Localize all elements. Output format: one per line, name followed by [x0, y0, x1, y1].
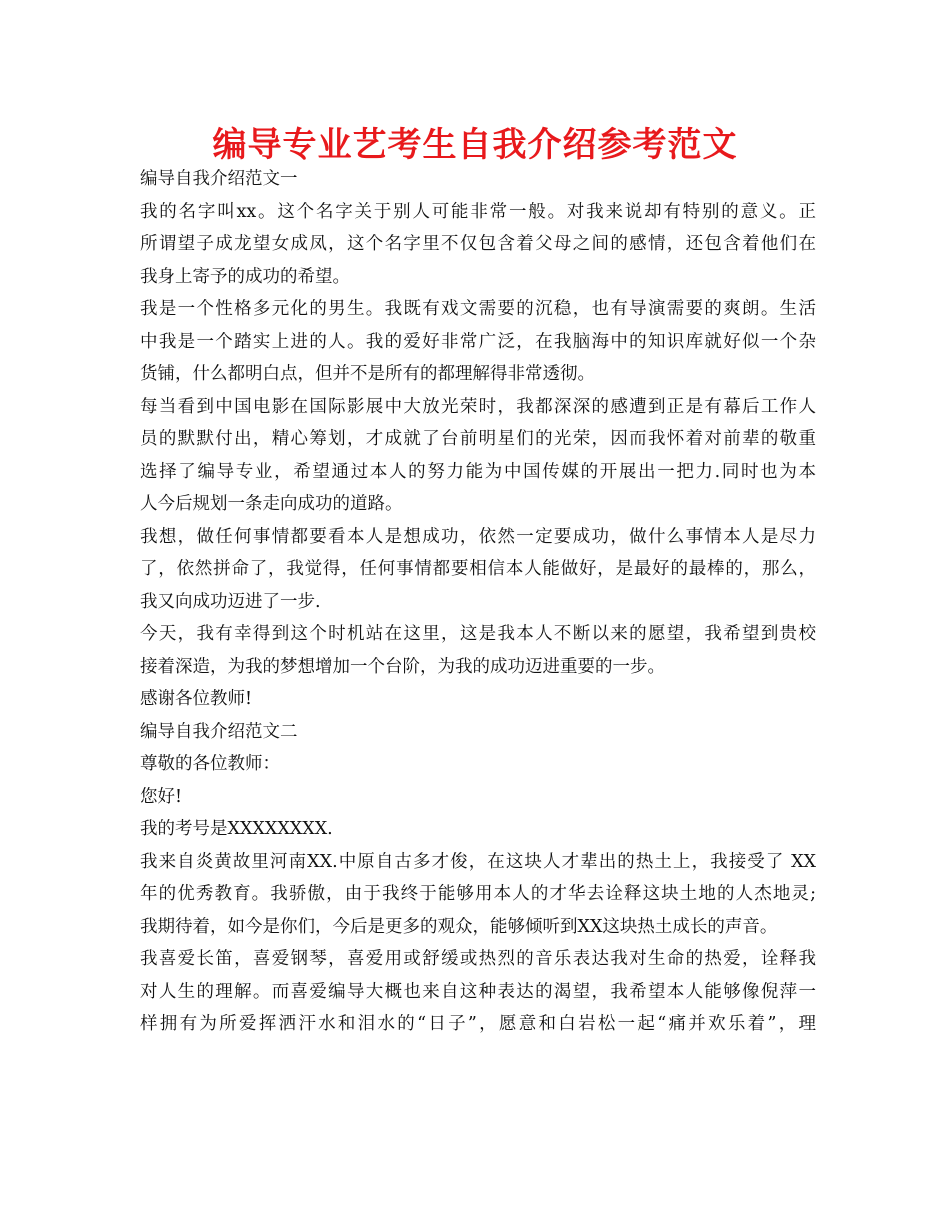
text-line: 每当看到中国电影在国际影展中大放光荣时，我都深深的感遭到正是有幕后工作人	[140, 396, 816, 417]
text-line: 我想，做任何事情都要看本人是想成功，依然一定要成功，做什么事情本人是尽力	[140, 526, 816, 547]
text-line: 今天，我有幸得到这个时机站在这里，这是我本人不断以来的愿望，我希望到贵校	[140, 624, 816, 644]
text-line: 我来自炎黄故里河南XX.中原自古多才俊，在这块人才辈出的热土上，我接受了 XX	[140, 851, 816, 872]
text-line: 编导自我介绍范文二	[140, 721, 298, 742]
text-line: 尊敬的各位教师：	[140, 754, 280, 774]
text-line: 我的名字叫xx。这个名字关于别人可能非常一般。对我来说却有特别的意义。正	[140, 201, 816, 222]
text-line: 您好!	[140, 786, 183, 807]
text-line: 我又向成功迈进了一步.	[140, 591, 321, 612]
text-line: 样拥有为所爱挥洒汗水和泪水的“日子”，愿意和白岩松一起“痛并欢乐着”，理	[140, 1014, 816, 1034]
text-line: 员的默默付出，精心筹划，才成就了台前明星们的光荣，因而我怀着对前辈的敬重	[140, 429, 816, 449]
text-line: 人今后规划一条走向成功的道路。	[140, 494, 403, 514]
text-line: 我期待着，如今是你们，今后是更多的观众，能够倾听到XX这块热土成长的声音。	[140, 916, 778, 937]
text-line: 我的考号是XXXXXXXX.	[140, 819, 333, 839]
text-line: 感谢各位教师!	[140, 689, 253, 709]
text-line: 对人生的理解。而喜爱编导大概也来自这种表达的渴望，我希望本人能够像倪萍一	[140, 981, 816, 1002]
text-line: 接着深造，为我的梦想增加一个台阶，为我的成功迈进重要的一步。	[140, 656, 665, 677]
text-line: 选择了编导专业，希望通过本人的努力能为中国传媒的开展出一把力.同时也为本	[140, 461, 816, 482]
document-title: 编导专业艺考生自我介绍参考范文	[212, 125, 738, 165]
text-line: 编导自我介绍范文一	[140, 169, 298, 189]
text-line: 我身上寄予的成功的希望。	[140, 266, 350, 287]
text-line: 中我是一个踏实上进的人。我的爱好非常广泛，在我脑海中的知识库就好似一个杂	[140, 331, 816, 352]
text-line: 所谓望子成龙望女成凤，这个名字里不仅包含着父母之间的感情，还包含着他们在	[140, 234, 816, 254]
text-line: 了，依然拼命了，我觉得，任何事情都要相信本人能做好，是最好的最棒的，那么，	[140, 559, 816, 579]
text-line: 货铺，什么都明白点，但并不是所有的都理解得非常透彻。	[140, 364, 595, 384]
text-line: 年的优秀教育。我骄傲，由于我终于能够用本人的才华去诠释这块土地的人杰地灵;	[140, 884, 816, 904]
document-body	[140, 163, 816, 1041]
text-line: 我喜爱长笛，喜爱钢琴，喜爱用或舒缓或热烈的音乐表达我对生命的热爱，诠释我	[140, 949, 816, 969]
text-line: 我是一个性格多元化的男生。我既有戏文需要的沉稳，也有导演需要的爽朗。生活	[140, 299, 816, 319]
